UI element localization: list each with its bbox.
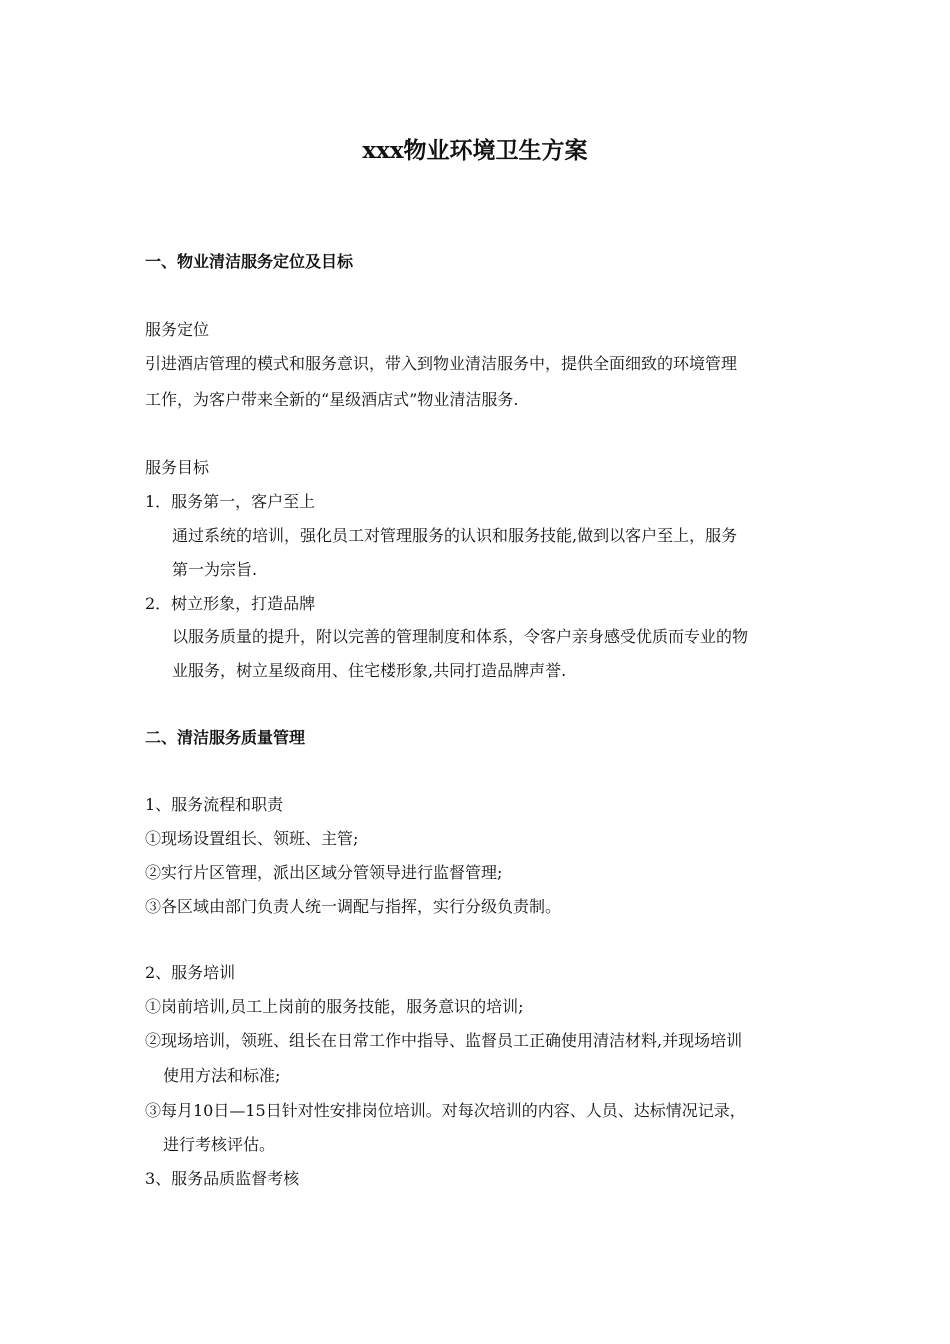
sub1-item-1: ①现场设置组长、领班、主管; [145,829,359,848]
sub1-label: 1、服务流程和职责 [145,795,284,814]
section2-heading: 二、清洁服务质量管理 [145,728,306,747]
section1-heading: 一、物业清洁服务定位及目标 [145,252,354,271]
sub2-item-3: ③每月10日—15日针对性安排岗位培训。对每次培训的内容、人员、达标情况记录， [145,1101,746,1120]
page-title: xxx物业环境卫生方案 [362,137,588,164]
sub1-item-2: ②实行片区管理，派出区域分管领导进行监督管理; [145,863,503,882]
positioning-line-1: 引进酒店管理的模式和服务意识，带入到物业清洁服务中，提供全面细致的环境管理 [145,354,738,373]
goal-1-line-1: 通过系统的培训，强化员工对管理服务的认识和服务技能,做到以客户至上，服务 [172,526,738,545]
goal-1-title: 1．服务第一，客户至上 [145,492,316,511]
positioning-line-2: 工作，为客户带来全新的“星级酒店式”物业清洁服务. [145,390,519,409]
goal-2-title: 2．树立形象，打造品牌 [145,594,316,613]
positioning-label: 服务定位 [145,320,210,339]
sub2-item-2: ②现场培训，领班、组长在日常工作中指导、监督员工正确使用清洁材料,并现场培训 [145,1031,743,1050]
sub1-item-3: ③各区域由部门负责人统一调配与指挥，实行分级负责制。 [145,897,562,916]
goal-2-line-2: 业服务，树立星级商用、住宅楼形象,共同打造品牌声誉. [172,661,567,680]
goal-1-line-2: 第一为宗旨. [172,560,258,579]
sub2-label: 2、服务培训 [145,963,236,982]
sub2-item-1: ①岗前培训,员工上岗前的服务技能，服务意识的培训; [145,997,524,1016]
goals-label: 服务目标 [145,458,210,477]
sub2-item-2-cont: 使用方法和标准; [163,1066,281,1085]
sub2-item-3-cont: 进行考核评估。 [163,1135,276,1154]
goal-2-line-1: 以服务质量的提升，附以完善的管理制度和体系，令客户亲身感受优质而专业的物 [172,627,749,646]
sub3-label: 3、服务品质监督考核 [145,1169,300,1188]
